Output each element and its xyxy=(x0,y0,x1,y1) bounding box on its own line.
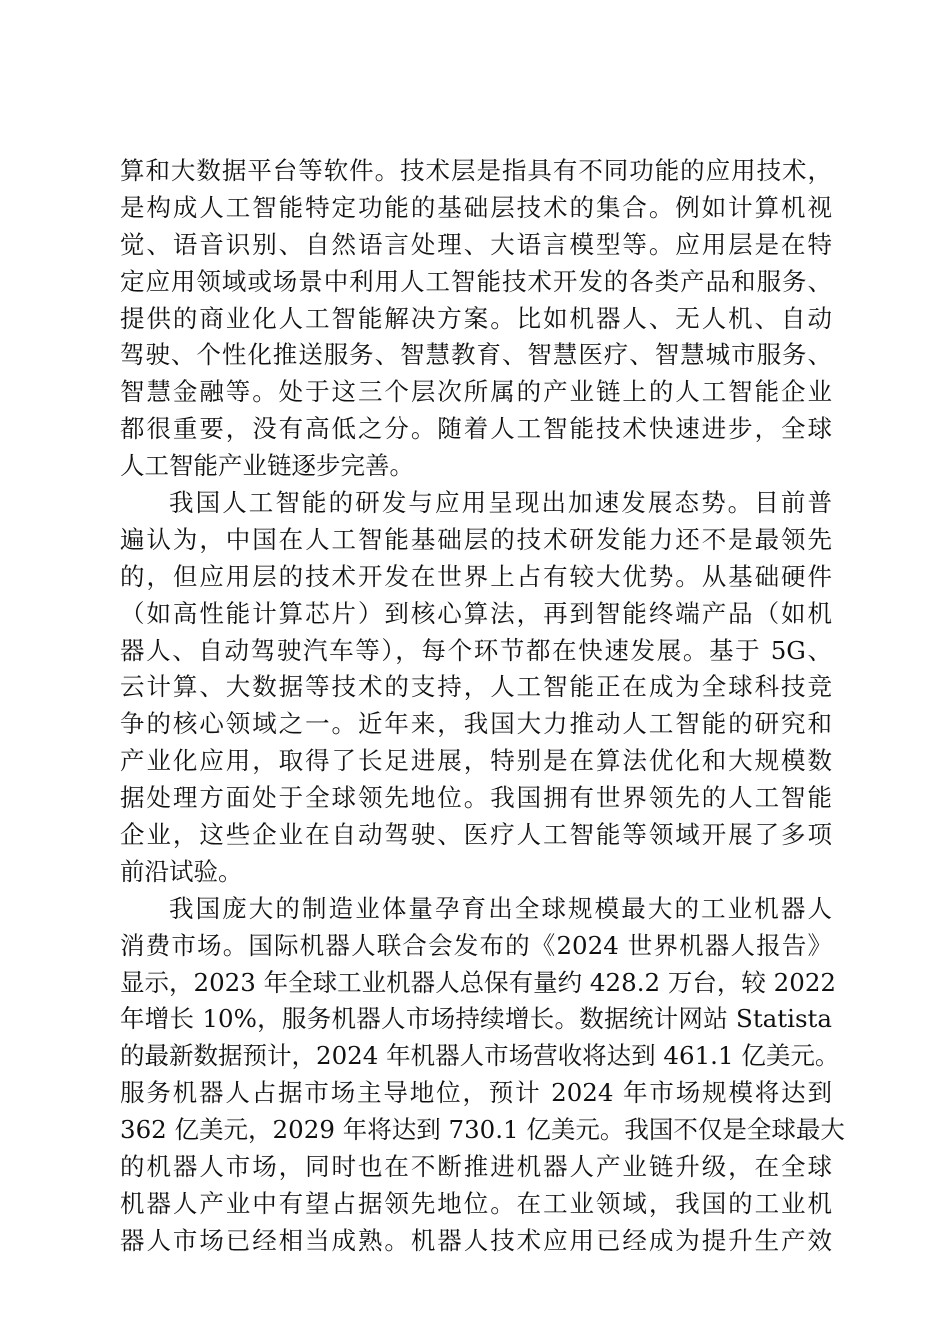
text-line: 驾驶、个性化推送服务、智慧教育、智慧医疗、智慧城市服务、 xyxy=(120,340,832,370)
text-line: 都很重要，没有高低之分。随着人工智能技术快速进步，全球 xyxy=(120,414,832,444)
text-line: 提供的商业化人工智能解决方案。比如机器人、无人机、自动 xyxy=(120,303,832,333)
text-line: （如高性能计算芯片）到核心算法，再到智能终端产品（如机 xyxy=(120,598,832,628)
text-line: 362 亿美元，2029 年将达到 730.1 亿美元。我国不仅是全球最大 xyxy=(120,1115,845,1145)
text-line: 是构成人工智能特定功能的基础层技术的集合。例如计算机视 xyxy=(120,192,832,222)
text-line: 的，但应用层的技术开发在世界上占有较大优势。从基础硬件 xyxy=(120,561,832,591)
text-line: 器人市场已经相当成熟。机器人技术应用已经成为提升生产效 xyxy=(120,1225,832,1255)
text-line: 我国庞大的制造业体量孕育出全球规模最大的工业机器人 xyxy=(169,893,832,923)
text-line: 据处理方面处于全球领先地位。我国拥有世界领先的人工智能 xyxy=(120,783,832,813)
text-line: 的机器人市场，同时也在不断推进机器人产业链升级，在全球 xyxy=(120,1152,832,1182)
text-line: 争的核心领域之一。近年来，我国大力推动人工智能的研究和 xyxy=(120,709,832,739)
text-line: 显示，2023 年全球工业机器人总保有量约 428.2 万台，较 2022 xyxy=(120,967,836,997)
text-line: 年增长 10%，服务机器人市场持续增长。数据统计网站 Statista xyxy=(120,1004,832,1034)
text-line: 前沿试验。 xyxy=(120,856,243,886)
text-line: 我国人工智能的研发与应用呈现出加速发展态势。目前普 xyxy=(169,488,832,518)
text-line: 云计算、大数据等技术的支持，人工智能正在成为全球科技竞 xyxy=(120,672,832,702)
text-line: 定应用领域或场景中利用人工智能技术开发的各类产品和服务、 xyxy=(120,266,832,296)
text-line: 算和大数据平台等软件。技术层是指具有不同功能的应用技术， xyxy=(120,156,832,185)
text-line: 企业，这些企业在自动驾驶、医疗人工智能等领域开展了多项 xyxy=(120,820,832,850)
text-line: 机器人产业中有望占据领先地位。在工业领域，我国的工业机 xyxy=(120,1188,832,1218)
text-line: 的最新数据预计，2024 年机器人市场营收将达到 461.1 亿美元。 xyxy=(120,1041,840,1071)
text-line: 遍认为，中国在人工智能基础层的技术研发能力还不是最领先 xyxy=(120,524,832,554)
text-line: 人工智能产业链逐步完善。 xyxy=(120,451,414,481)
text-line: 消费市场。国际机器人联合会发布的《2024 世界机器人报告》 xyxy=(120,930,832,960)
text-line: 觉、语音识别、自然语言处理、大语言模型等。应用层是在特 xyxy=(120,229,832,259)
body-text xyxy=(120,153,845,1260)
text-line: 智慧金融等。处于这三个层次所属的产业链上的人工智能企业 xyxy=(120,377,832,407)
text-line: 服务机器人占据市场主导地位，预计 2024 年市场规模将达到 xyxy=(120,1078,832,1108)
text-line: 产业化应用，取得了长足进展，特别是在算法优化和大规模数 xyxy=(120,746,832,776)
text-line: 器人、自动驾驶汽车等），每个环节都在快速发展。基于 5G、 xyxy=(120,635,832,665)
